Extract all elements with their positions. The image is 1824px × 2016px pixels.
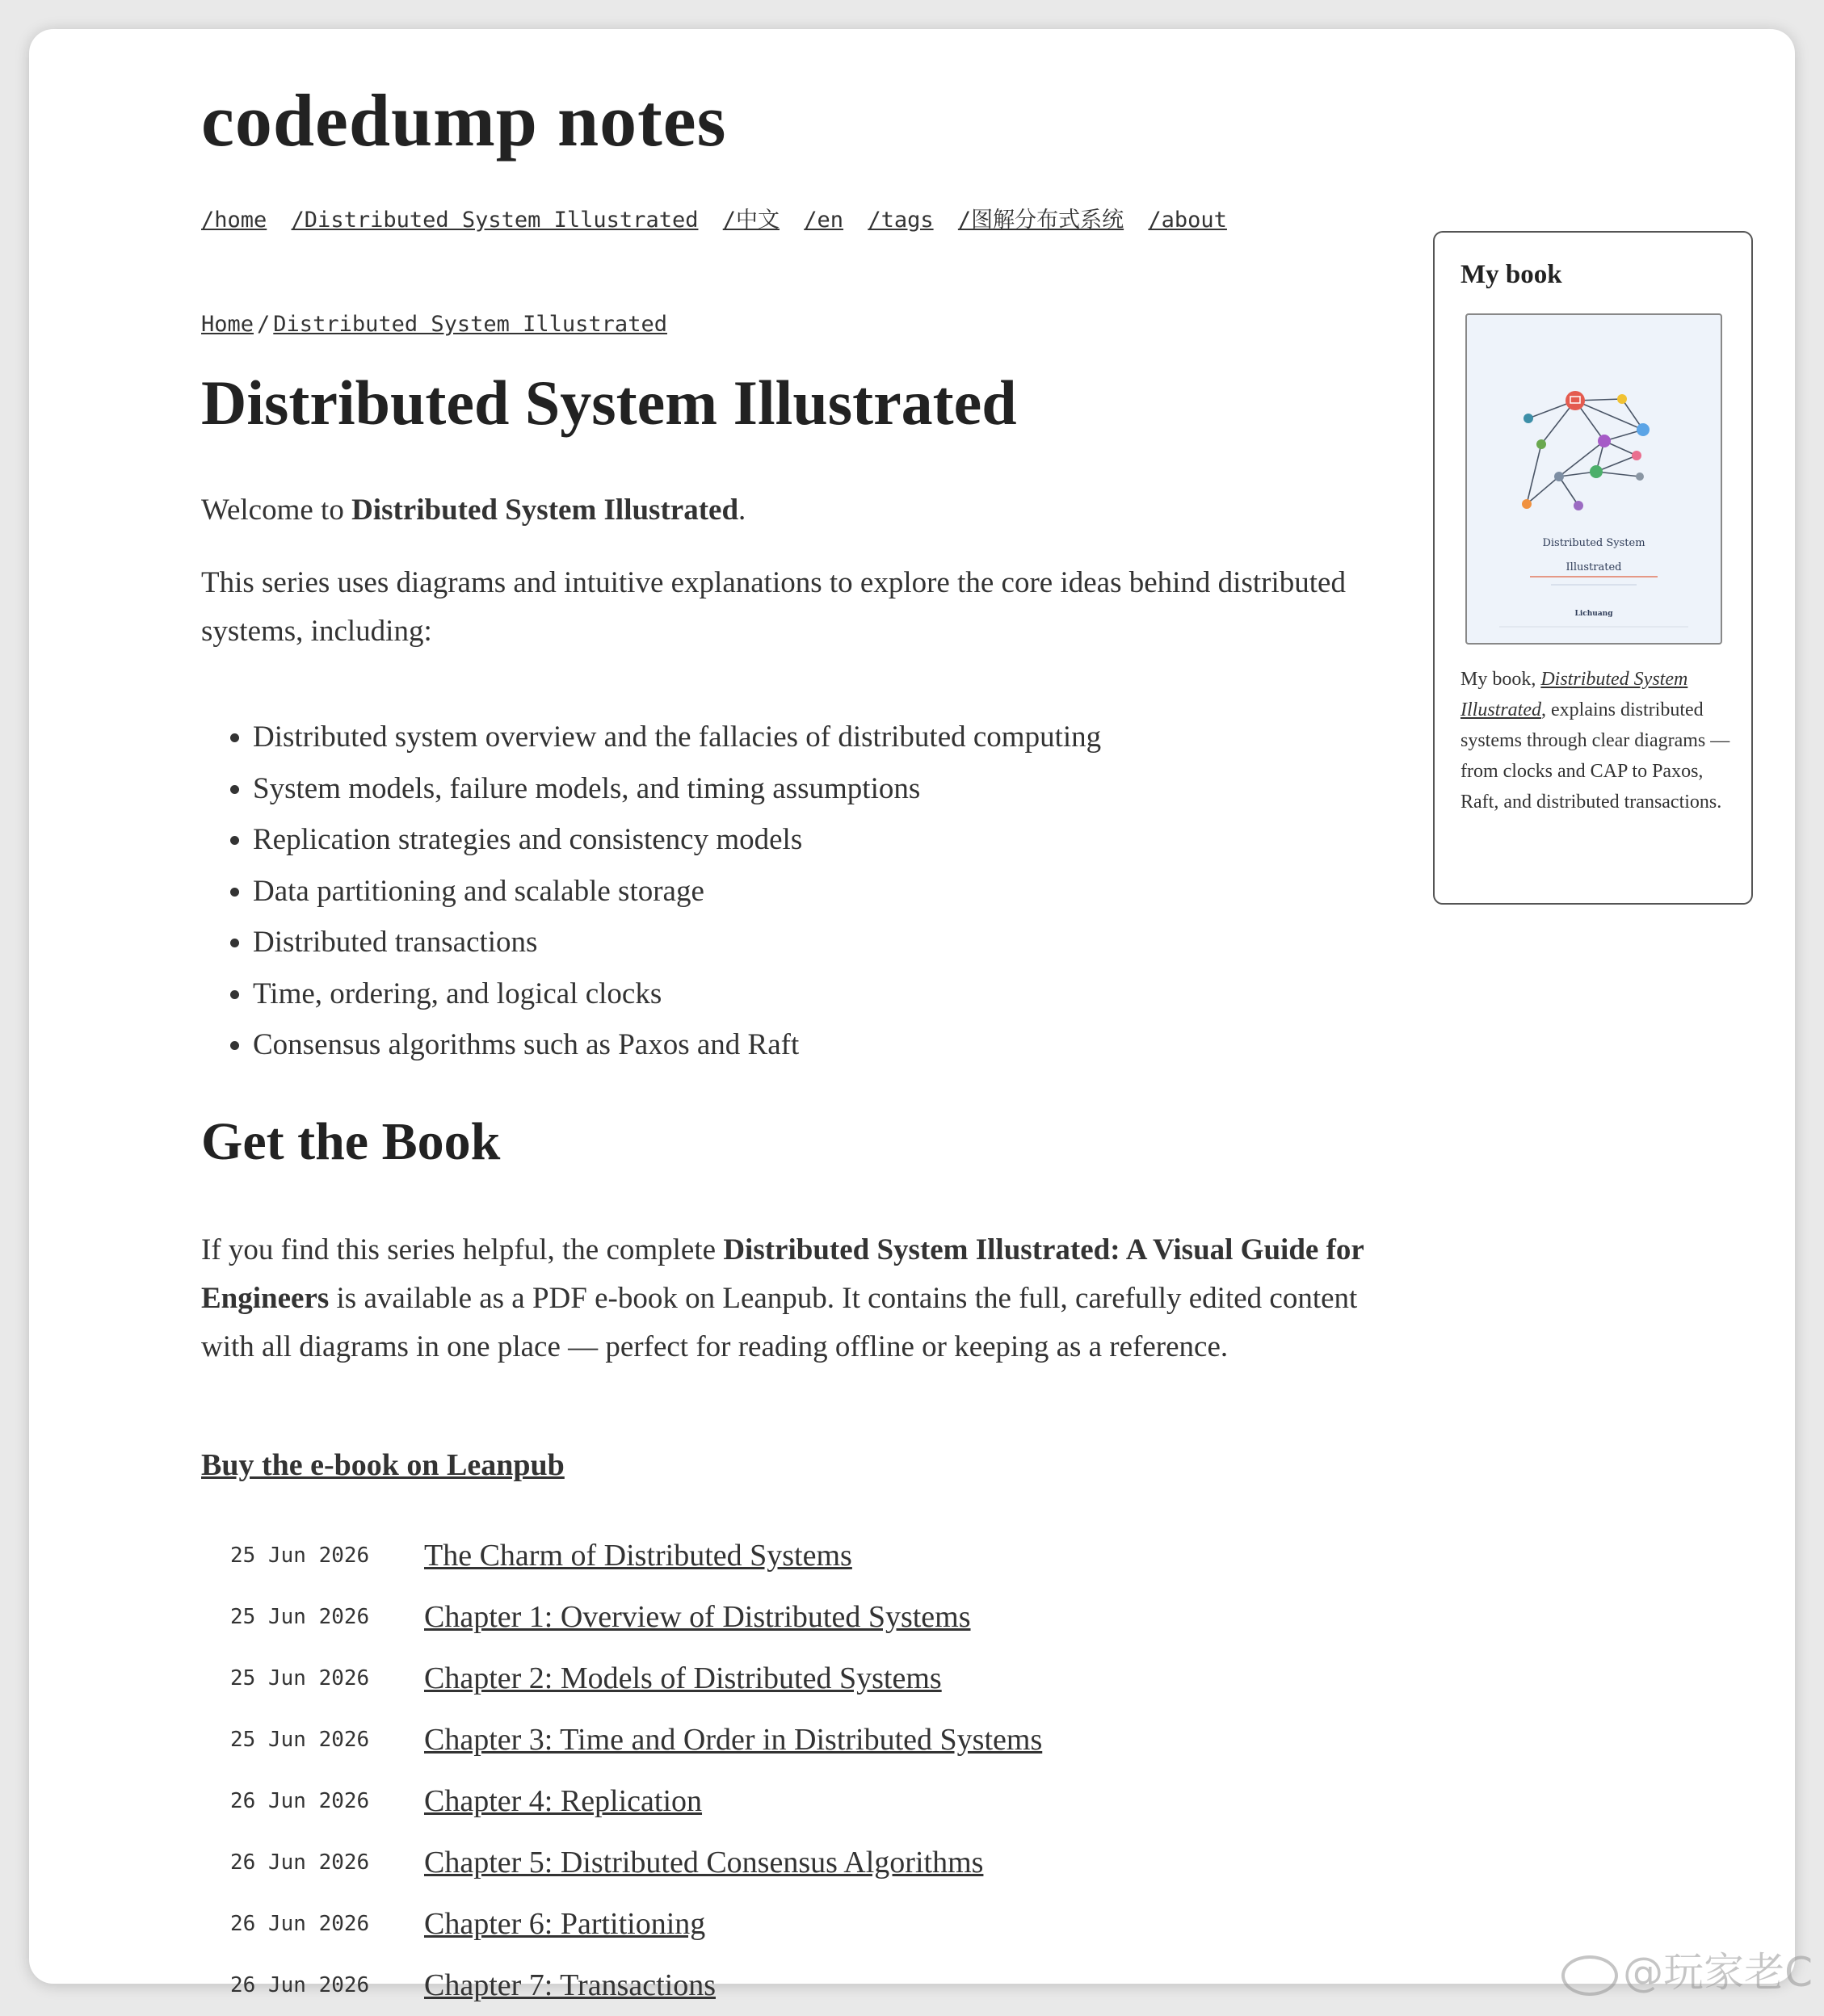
post-link[interactable]: Chapter 7: Transactions [424, 1968, 716, 2002]
post-item [201, 1832, 1042, 1893]
nav-about[interactable]: /about [1148, 208, 1227, 233]
welcome-text [201, 486, 746, 535]
topic-item: • Data partitioning and scalable storage [253, 866, 1101, 918]
welcome-prefix: Welcome to [201, 494, 352, 527]
post-date: 26 Jun 2026 [230, 1973, 370, 1997]
post-item [201, 1586, 1042, 1648]
book-sidebar [1433, 231, 1753, 905]
site-title[interactable]: codedump notes [201, 79, 727, 162]
get-book-suffix: is available as a PDF e-book on Leanpub. It contains the full, carefully edited content with all diagrams in one place — perfect for reading offline or keeping as a reference. [201, 1282, 1358, 1363]
topic-item: • Time, ordering, and logical clocks [253, 968, 1101, 1020]
post-item [201, 1770, 1042, 1832]
topic-item: • System models, failure models, and timing assumptions [253, 763, 1101, 815]
book-cover-illustration [1467, 315, 1721, 643]
nav-distributed-system-illustrated-zh[interactable]: /图解分布式系统 [957, 208, 1124, 233]
breadcrumb-current[interactable]: Distributed System Illustrated [273, 312, 667, 337]
post-date: 26 Jun 2026 [230, 1912, 370, 1936]
nav-tags[interactable]: /tags [868, 208, 934, 233]
get-book-text [201, 1226, 1389, 1371]
topic-item: • Distributed transactions [253, 917, 1101, 968]
post-item [201, 1893, 1042, 1955]
breadcrumb-separator: / [257, 312, 271, 337]
topic-item: • Replication strategies and consistency models [253, 814, 1101, 866]
weibo-icon [1561, 1955, 1618, 1996]
watermark-text: @玩家老C [1623, 1949, 1813, 1996]
browser-page [29, 29, 1795, 2002]
cover-title-line2: Illustrated [1566, 561, 1622, 573]
post-link[interactable]: Chapter 1: Overview of Distributed Systems [424, 1600, 971, 1634]
post-link[interactable]: Chapter 2: Models of Distributed Systems [424, 1661, 942, 1695]
post-date: 25 Jun 2026 [230, 1544, 370, 1568]
post-item [201, 1525, 1042, 1586]
cover-title-line1: Distributed System [1542, 537, 1645, 549]
post-item [201, 1955, 1042, 2016]
page-title: Distributed System Illustrated [201, 368, 1017, 438]
get-book-heading: Get the Book [201, 1112, 501, 1171]
sidebar-text-prefix: My book, [1460, 669, 1541, 690]
post-item [201, 1648, 1042, 1709]
get-book-prefix: If you find this series helpful, the complete [201, 1233, 724, 1266]
topic-item: • Distributed system overview and the fallacies of distributed computing [253, 712, 1101, 763]
nav-chinese[interactable]: /中文 [722, 208, 780, 233]
buy-ebook-link[interactable]: Buy the e-book on Leanpub [201, 1448, 565, 1482]
sidebar-text-suffix: , explains distributed systems through clear diagrams — from clocks and CAP to Paxos, Raft, and distributed transactions. [1460, 699, 1730, 813]
breadcrumb [201, 312, 667, 337]
nav-en[interactable]: /en [804, 208, 844, 233]
intro-text: This series uses diagrams and intuitive explanations to explore the core ideas behind distributed systems, including: [201, 566, 1346, 648]
book-cover-image[interactable] [1465, 313, 1722, 645]
welcome-bold: Distributed System Illustrated [351, 494, 739, 527]
post-list [201, 1525, 1042, 2016]
nav-home[interactable]: /home [201, 208, 267, 233]
cover-author: Lichuang [1574, 610, 1613, 618]
post-item [201, 1709, 1042, 1770]
breadcrumb-home[interactable]: Home [201, 312, 254, 337]
get-book-title-bold: Distributed System Illustrated: A Visual Guide for Engineers [201, 1233, 1364, 1315]
post-date: 26 Jun 2026 [230, 1789, 370, 1813]
topic-list [201, 712, 1101, 1071]
post-link[interactable]: Chapter 3: Time and Order in Distributed Systems [424, 1723, 1043, 1757]
welcome-suffix: . [738, 494, 746, 527]
watermark [1561, 1940, 1813, 1998]
post-date: 25 Jun 2026 [230, 1605, 370, 1629]
sidebar-title: My book [1460, 260, 1562, 289]
sidebar-description [1460, 664, 1743, 817]
top-nav [201, 202, 1238, 233]
topic-item: • Consensus algorithms such as Paxos and Raft [253, 1019, 1101, 1071]
post-date: 26 Jun 2026 [230, 1850, 370, 1875]
post-link[interactable]: Chapter 6: Partitioning [424, 1907, 706, 1941]
post-link[interactable]: Chapter 5: Distributed Consensus Algorithms [424, 1846, 984, 1880]
sidebar-book-link[interactable]: Distributed System Illustrated [1460, 669, 1688, 720]
post-link[interactable]: The Charm of Distributed Systems [424, 1539, 852, 1573]
post-date: 25 Jun 2026 [230, 1666, 370, 1690]
post-link[interactable]: Chapter 4: Replication [424, 1784, 703, 1818]
post-date: 25 Jun 2026 [230, 1728, 370, 1752]
nav-distributed-system-illustrated[interactable]: /Distributed System Illustrated [291, 208, 699, 233]
